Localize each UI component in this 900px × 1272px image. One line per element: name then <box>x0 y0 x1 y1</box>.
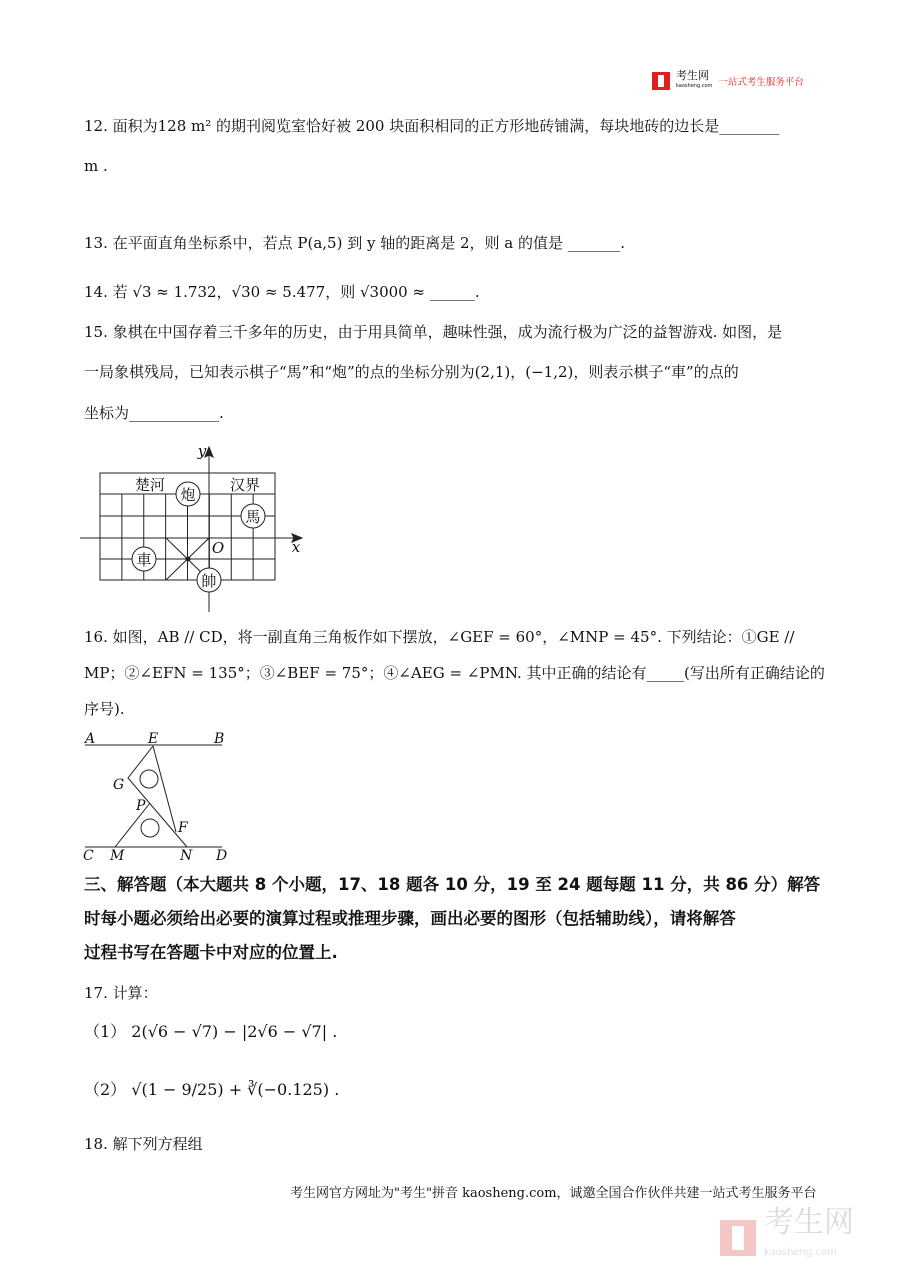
label-g: G <box>113 777 125 793</box>
q16-text-2: MP；②∠EFN = 135°；③∠BEF = 75°；④∠AEG = ∠PMN. 其中正确的结论有_____(写出所有正确结论的 <box>84 664 825 682</box>
label-m: M <box>110 848 125 864</box>
logo-domain: kaosheng.com <box>676 83 713 89</box>
label-b: B <box>214 731 225 747</box>
q17-part1: （1） 2(√6 − √7) − |2√6 − √7| . <box>84 1022 338 1041</box>
q16-text: 16. 如图，AB // CD，将一副直角三角板作如下摆放，∠GEF = 60°，∠MNP = 45°. 下列结论：①GE // <box>84 628 795 646</box>
logo-name: 考生网 <box>676 69 709 82</box>
piece-shuai: 帥 <box>201 572 217 590</box>
watermark <box>720 1205 854 1268</box>
triangle-figure <box>83 731 227 864</box>
piece-pao: 炮 <box>180 486 196 504</box>
label-d: D <box>216 848 228 864</box>
section3-heading-3: 过程书写在答题卡中对应的位置上. <box>84 943 338 962</box>
header-tagline: 一站式考生服务平台 <box>718 77 804 88</box>
q17-part2: （2） √(1 − 9/25) + ∛(−0.125) . <box>84 1080 340 1099</box>
y-axis-label: y <box>197 442 207 460</box>
watermark-name: 考生网 <box>764 1205 854 1240</box>
label-p: P <box>136 798 146 814</box>
watermark-logo-icon <box>720 1220 756 1256</box>
q15-text: 15. 象棋在中国存着三千多年的历史，由于用具简单，趣味性强，成为流行极为广泛的益智游戏. 如图，是 <box>84 323 783 341</box>
q15-text-2: 一局象棋残局，已知表示棋子“馬”和“炮”的点的坐标分别为(2,1)，(−1,2)，则表示棋子“車”的点的 <box>84 363 739 381</box>
origin-label: O <box>211 539 225 557</box>
q15-text-3: 坐标为____________. <box>84 404 224 422</box>
q12-text-cont: m . <box>84 157 108 175</box>
q12-text: 12. 面积为128 m² 的期刊阅览室恰好被 200 块面积相同的正方形地砖铺满，每块地砖的边长是________ <box>84 117 780 135</box>
piece-ju: 車 <box>136 551 152 569</box>
q13-text: 13. 在平面直角坐标系中，若点 P(a,5) 到 y 轴的距离是 2，则 a 的值是 _______. <box>84 234 626 252</box>
q14-text: 14. 若 √3 ≈ 1.732，√30 ≈ 5.477，则 √3000 ≈ ______. <box>84 283 480 301</box>
river-right-label: 汉界 <box>229 476 261 494</box>
q16-text-3: 序号). <box>84 700 125 718</box>
section3-heading: 三、解答题（本大题共 8 个小题，17、18 题各 10 分，19 至 24 题每题 11 分，共 86 分）解答 <box>84 875 821 894</box>
river-left-label: 楚河 <box>134 476 166 494</box>
x-axis-label: x <box>291 538 301 556</box>
q17-text: 17. 计算： <box>84 984 158 1002</box>
label-a: A <box>85 731 96 747</box>
piece-ma: 馬 <box>245 508 261 526</box>
label-c: C <box>83 848 94 864</box>
label-e: E <box>148 731 159 747</box>
q18-text: 18. 解下列方程组 <box>84 1135 203 1153</box>
label-n: N <box>180 848 193 864</box>
footer-text: 考生网官方网址为"考生"拼音 kaosheng.com，诚邀全国合作伙伴共建一站式考生服务平台 <box>290 1186 817 1201</box>
section3-heading-2: 时每小题必须给出必要的演算过程或推理步骤，画出必要的图形（包括辅助线），请将解答 <box>84 909 736 928</box>
label-f: F <box>178 820 188 836</box>
chess-figure <box>80 442 302 612</box>
watermark-domain: kaosheng.com <box>764 1247 837 1258</box>
